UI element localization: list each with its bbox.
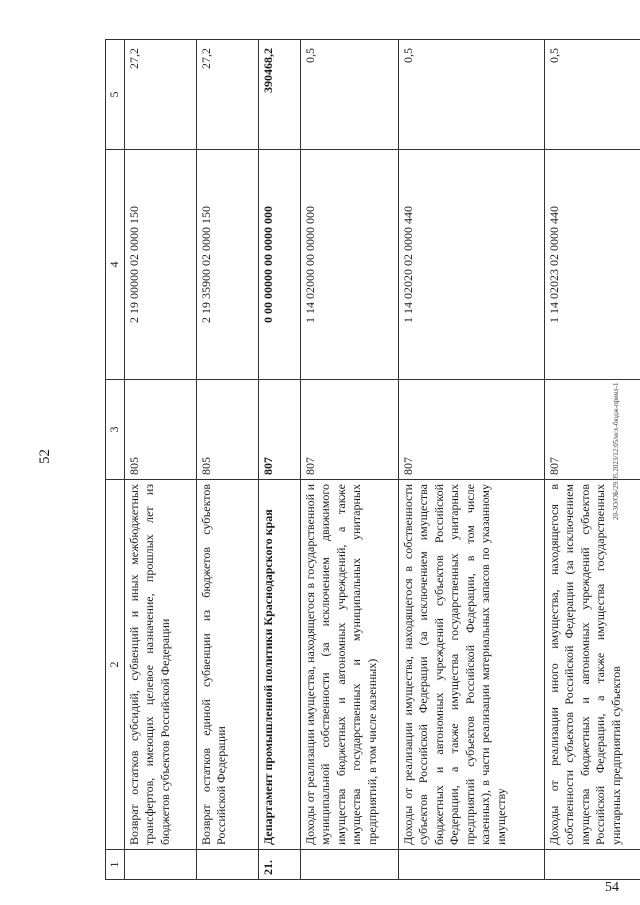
row-amount: 0,5: [398, 40, 544, 150]
page-number: 52: [37, 449, 53, 464]
row-kbk: 2 19 35900 02 0000 150: [196, 150, 258, 380]
row-amount: 27,2: [124, 40, 196, 150]
table-row: [398, 40, 544, 880]
row-number: [196, 850, 258, 880]
row-amount: 0,5: [544, 40, 640, 150]
row-number: [544, 850, 640, 880]
table-row: [300, 40, 398, 880]
header-col-3: 3: [106, 380, 125, 480]
row-amount: 27,2: [196, 40, 258, 150]
row-kbk: 0 00 00000 00 0000 000: [258, 150, 300, 380]
row-name: Доходы от реализации имущества, находящегося в собственности субъектов Российской Федерации (за исключением имущества бюджетных и автономных учреждений субъектов Российской Федерации, а также имущества государственных унитарных предприятий субъектов Российской Федерации, в том числе казенных), в части реализации материальных запасов по указанному имуществу: [398, 480, 544, 850]
budget-table-rotated: [105, 40, 640, 880]
row-kbk: 2 19 00000 02 0000 150: [124, 150, 196, 380]
header-col-5: 5: [106, 40, 125, 150]
row-name: Департамент промышленной политики Краснодарского края: [258, 480, 300, 850]
row-code: 805: [196, 380, 258, 480]
row-name: Возврат остатков субсидий, субвенций и иных межбюджетных трансфертов, имеющих целевое назначение, прошлых лет из бюджетов субъектов Российской Федерации: [124, 480, 196, 850]
row-amount: 390468,2: [258, 40, 300, 150]
row-number: [300, 850, 398, 880]
row-name: Возврат остатков единой субвенции из бюджетов субъектов Российской Федерации: [196, 480, 258, 850]
table-row: [196, 40, 258, 880]
table-row: [258, 40, 300, 880]
table-row: [124, 40, 196, 880]
document-stamp: 20-3О/ОБ/29.05.2023/12:05/исх-бюдж-приял-1: [612, 382, 620, 520]
header-col-4: 4: [106, 150, 125, 380]
budget-table: [105, 39, 640, 880]
row-code: 807: [258, 380, 300, 480]
header-col-1: 1: [106, 850, 125, 880]
row-code: 807: [398, 380, 544, 480]
row-number: [398, 850, 544, 880]
row-code: 805: [124, 380, 196, 480]
row-kbk: 1 14 02020 02 0000 440: [398, 150, 544, 380]
row-amount: 0,5: [300, 40, 398, 150]
row-number: 21.: [258, 850, 300, 880]
row-number: [124, 850, 196, 880]
header-col-2: 2: [106, 480, 125, 850]
table-row: [544, 40, 640, 880]
corner-page-number: 54: [605, 880, 619, 895]
row-code: 807: [544, 380, 640, 480]
row-name: Доходы от реализации имущества, находящегося в государственной и муниципальной собственности (за исключением движимого имущества бюджетных и автономных учреждений, а также имущества государственных и муниципальных унитарных предприятий, в том числе казенных): [300, 480, 398, 850]
row-kbk: 1 14 02023 02 0000 440: [544, 150, 640, 380]
row-name: Доходы от реализации иного имущества, находящегося в собственности субъектов Российской Федерации (за исключением имущества бюджетных и автономных учреждений субъектов Российской Федерации, а также имущества государственных унитарных предприятий субъектов: [544, 480, 640, 850]
table-header-row: [106, 40, 125, 880]
row-code: 807: [300, 380, 398, 480]
row-kbk: 1 14 02000 00 0000 000: [300, 150, 398, 380]
